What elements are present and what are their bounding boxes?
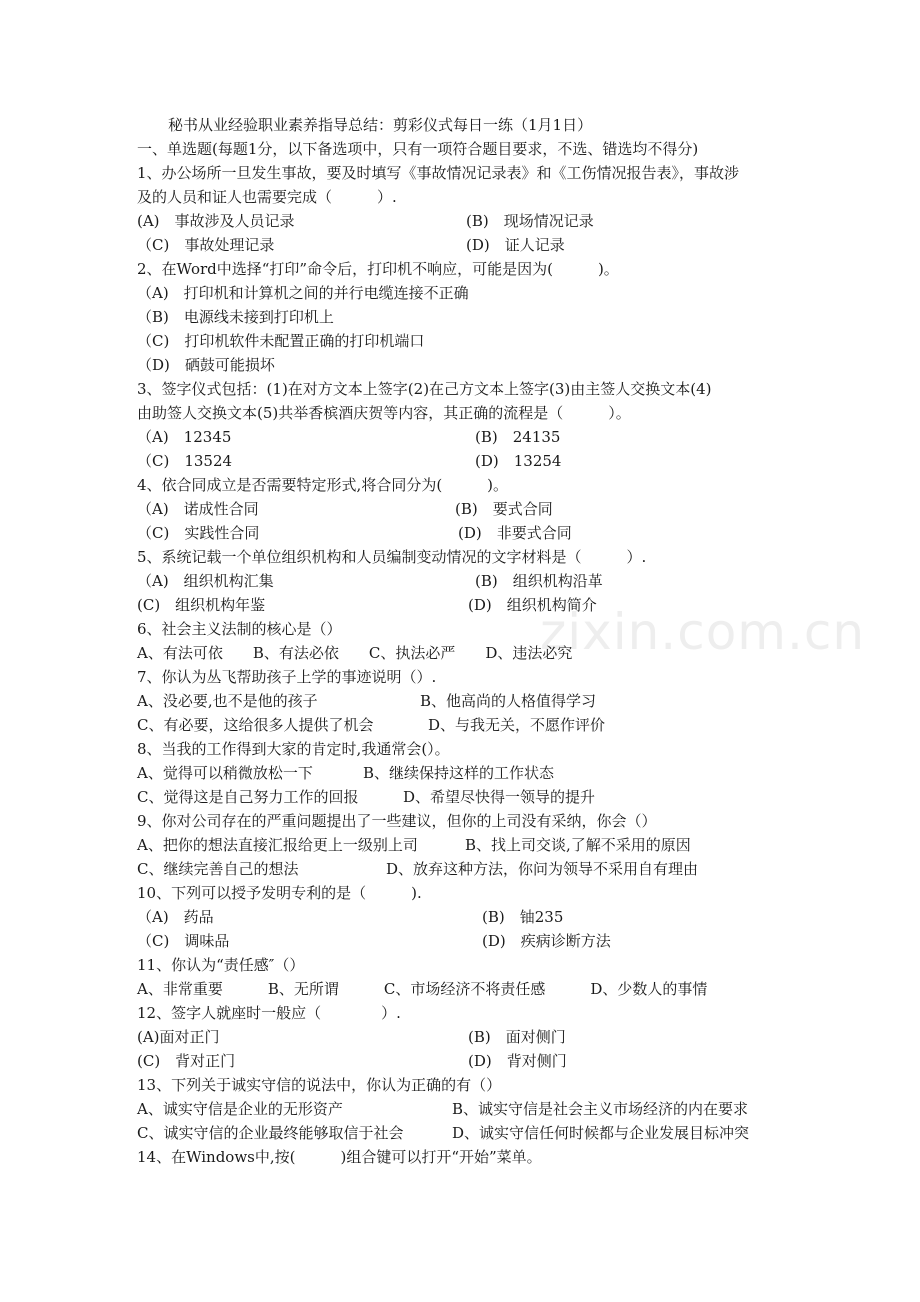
question-9-text: 9、你对公司存在的严重问题提出了一些建议，但你的上司没有采纳，你会（）: [137, 812, 657, 830]
q11-options: A、非常重要 B、无所谓 C、市场经济不将责任感 D、少数人的事情: [137, 980, 708, 998]
q5-option-c: (C) 组织机构年鉴: [137, 596, 266, 614]
question-2-text: 2、在Word中选择“打印”命令后，打印机不响应，可能是因为( )。: [137, 260, 619, 278]
question-4-text: 4、依合同成立是否需要特定形式,将合同分为( )。: [137, 476, 509, 494]
q9-option-d: D、放弃这种方法，你问为领导不采用自有理由: [386, 860, 699, 878]
q12-option-a: (A)面对正门: [137, 1028, 220, 1046]
q2-option-d: （D) 硒鼓可能损坏: [137, 356, 275, 374]
q5-option-a: （A) 组织机构汇集: [137, 572, 274, 590]
section-heading: 一、单选题(每题1分，以下备选项中，只有一项符合题目要求，不选、错选均不得分): [137, 140, 699, 158]
document-title: 秘书从业经验职业素养指导总结：剪彩仪式每日一练（1月1日）: [168, 116, 593, 134]
q7-option-c: C、有必要，这给很多人提供了机会: [137, 716, 374, 734]
q7-option-d: D、与我无关，不愿作评价: [428, 716, 606, 734]
question-1-text: 1、办公场所一旦发生事故，要及时填写《事故情况记录表》和《工伤情况报告表》，事故涉: [137, 164, 740, 182]
question-1-text-cont: 及的人员和证人也需要完成（ ）.: [137, 188, 397, 206]
q7-option-b: B、他高尚的人格值得学习: [420, 692, 597, 710]
q12-option-c: (C) 背对正门: [137, 1052, 236, 1070]
q6-options: A、有法可依 B、有法必依 C、执法必严 D、违法必究: [137, 644, 573, 662]
question-8-text: 8、当我的工作得到大家的肯定时,我通常会(）。: [137, 740, 450, 758]
q13-option-b: B、诚实守信是社会主义市场经济的内在要求: [452, 1100, 749, 1118]
q8-option-a: A、觉得可以稍微放松一下: [137, 764, 313, 782]
q1-option-b: (B) 现场情况记录: [466, 212, 594, 230]
q9-option-a: A、把你的想法直接汇报给更上一级别上司: [137, 836, 418, 854]
q5-option-b: (B) 组织机构沿革: [475, 572, 603, 590]
q4-option-d: (D) 非要式合同: [458, 524, 572, 542]
q1-option-d: (D) 证人记录: [466, 236, 565, 254]
q3-option-d: (D) 13254: [475, 452, 562, 470]
question-12-text: 12、签字人就座时一般应（ ）.: [137, 1004, 401, 1022]
q2-option-a: （A) 打印机和计算机之间的并行电缆连接不正确: [137, 284, 469, 302]
q1-option-c: （C) 事故处理记录: [137, 236, 275, 254]
q2-option-c: （C) 打印机软件未配置正确的打印机端口: [137, 332, 425, 350]
q8-option-b: B、继续保持这样的工作状态: [363, 764, 555, 782]
question-13-text: 13、下列关于诚实守信的说法中，你认为正确的有（）: [137, 1076, 502, 1094]
question-14-text: 14、在Windows中,按( )组合键可以打开“开始”菜单。: [137, 1148, 542, 1166]
q5-option-d: (D) 组织机构简介: [468, 596, 597, 614]
question-10-text: 10、下列可以授予发明专利的是（ ).: [137, 884, 422, 902]
q10-option-b: (B) 铀235: [482, 908, 564, 926]
q13-option-a: A、诚实守信是企业的无形资产: [137, 1100, 343, 1118]
q3-option-a: （A) 12345: [137, 428, 232, 446]
q3-option-c: （C) 13524: [137, 452, 233, 470]
q10-option-d: (D) 疾病诊断方法: [482, 932, 611, 950]
q12-option-d: (D) 背对侧门: [468, 1052, 567, 1070]
q13-option-c: C、诚实守信的企业最终能够取信于社会: [137, 1124, 404, 1142]
q8-option-c: C、觉得这是自己努力工作的回报: [137, 788, 359, 806]
question-11-text: 11、你认为“责任感″（）: [137, 956, 305, 974]
watermark: zixin.com.cn: [540, 603, 866, 661]
question-3-text-cont: 由助签人交换文本(5)共举香槟酒庆贺等内容，其正确的流程是（ ）。: [137, 404, 631, 422]
q10-option-a: （A) 药品: [137, 908, 214, 926]
q4-option-b: (B) 要式合同: [455, 500, 553, 518]
q13-option-d: D、诚实守信任何时候都与企业发展目标冲突: [452, 1124, 750, 1142]
question-7-text: 7、你认为丛飞帮助孩子上学的事迹说明（）.: [137, 668, 437, 686]
q2-option-b: （B) 电源线未接到打印机上: [137, 308, 334, 326]
q9-option-c: C、继续完善自己的想法: [137, 860, 299, 878]
q7-option-a: A、没必要,也不是他的孩子: [137, 692, 318, 710]
q1-option-a: (A) 事故涉及人员记录: [137, 212, 295, 230]
q8-option-d: D、希望尽快得一领导的提升: [403, 788, 596, 806]
q12-option-b: (B) 面对侧门: [468, 1028, 566, 1046]
question-5-text: 5、系统记载一个单位组织机构和人员编制变动情况的文字材料是（ ）.: [137, 548, 647, 566]
question-3-text: 3、签字仪式包括：(1)在对方文本上签字(2)在己方文本上签字(3)由主签人交换文本(4): [137, 380, 712, 398]
q9-option-b: B、找上司交谈,了解不采用的原因: [465, 836, 691, 854]
q10-option-c: （C) 调味品: [137, 932, 230, 950]
q4-option-a: （A) 诺成性合同: [137, 500, 259, 518]
question-6-text: 6、社会主义法制的核心是（）: [137, 620, 342, 638]
q3-option-b: (B) 24135: [475, 428, 561, 446]
q4-option-c: （C) 实践性合同: [137, 524, 260, 542]
